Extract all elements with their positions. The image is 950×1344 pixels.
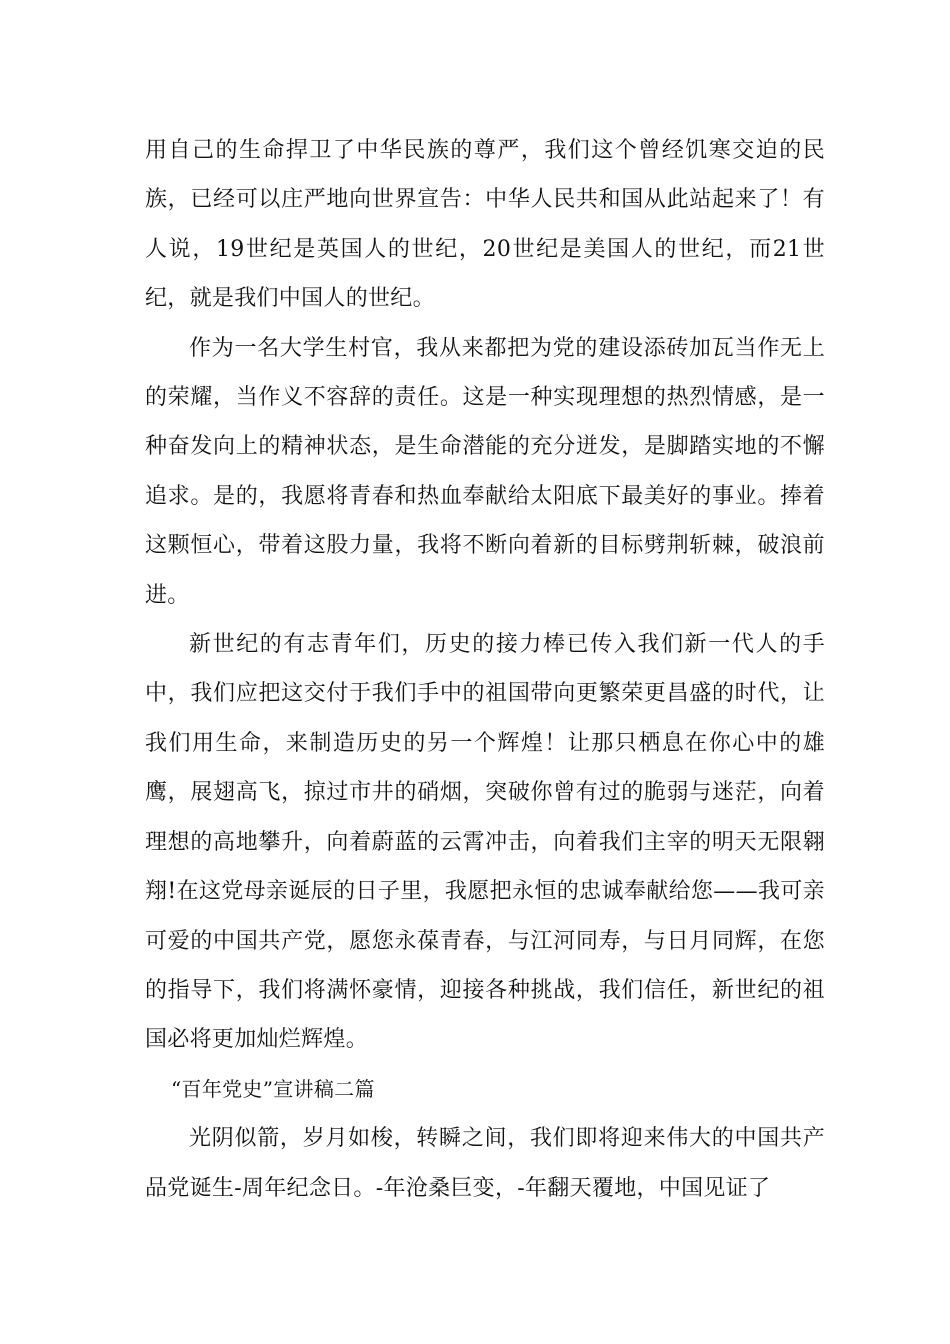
paragraph-1: 用自己的生命捍卫了中华民族的尊严，我们这个曾经饥寒交迫的民族，已经可以庄严地向世界宣告：中华人民共和国从此站起来了！有人说，19世纪是英国人的世纪，20世纪是美国人的世纪，而21世纪，就是我们中国人的世纪。 (145, 138, 825, 312)
document-body (145, 126, 825, 1213)
paragraph-4: 光阴似箭，岁月如梭，转瞬之间，我们即将迎来伟大的中国共产品党诞生-周年纪念日。-年沧桑巨变，-年翻天覆地，中国见证了 (145, 1126, 825, 1201)
section-heading: “百年党史”宣讲稿二篇 (171, 1076, 375, 1101)
paragraph-3: 新世纪的有志青年们，历史的接力棒已传入我们新一代人的手中，我们应把这交付于我们手中的祖国带向更繁荣更昌盛的时代，让我们用生命，来制造历史的另一个辉煌！让那只栖息在你心中的雄鹰，展翅高飞，掠过市井的硝烟，突破你曾有过的脆弱与迷茫，向着理想的高地攀升，向着蔚蓝的云霄冲击，向着我们主宰的明天无限翱翔!在这党母亲诞辰的日子里，我愿把永恒的忠诚奉献给您——我可亲可爱的中国共产党，愿您永葆青春，与江河同寿，与日月同辉，在您的指导下，我们将满怀豪情，迎接各种挑战，我们信任，新世纪的祖国必将更加灿烂辉煌。 (145, 632, 825, 1053)
paragraph-2: 作为一名大学生村官，我从来都把为党的建设添砖加瓦当作无上的荣耀，当作义不容辞的责任。这是一种实现理想的热烈情感，是一种奋发向上的精神状态，是生命潜能的充分迸发，是脚踏实地的不懈追求。是的，我愿将青春和热血奉献给太阳底下最美好的事业。捧着这颗恒心，带着这股力量，我将不断向着新的目标劈荆斩棘，破浪前进。 (145, 335, 825, 608)
